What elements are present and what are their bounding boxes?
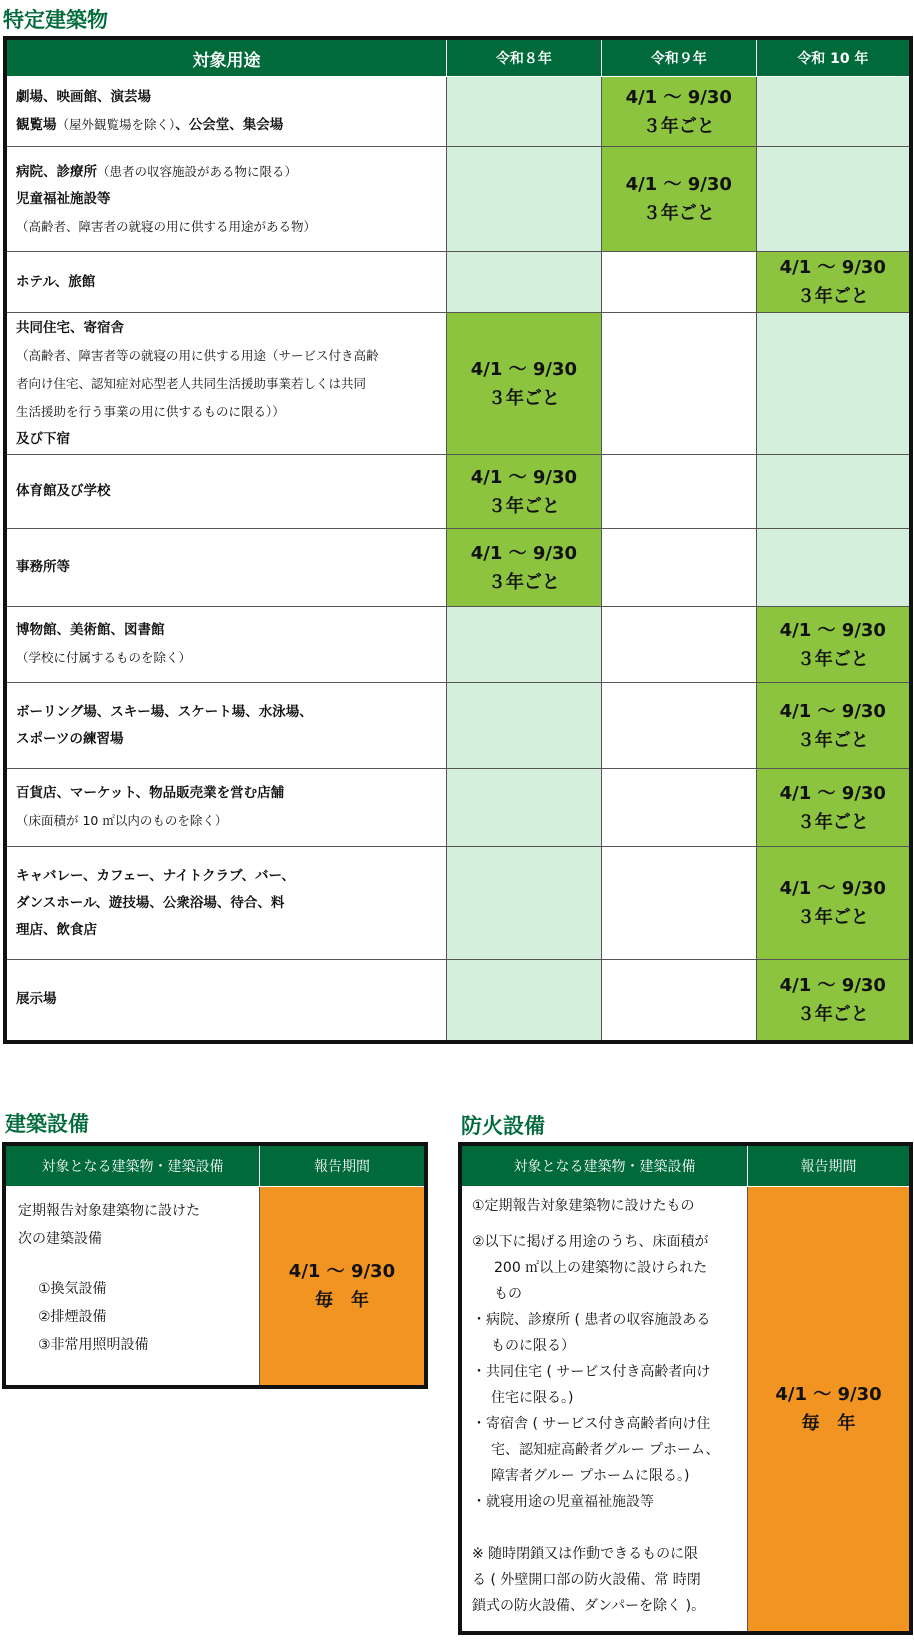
use-cell	[5, 147, 446, 252]
use-line	[16, 554, 438, 581]
tokutei-table	[3, 36, 913, 1044]
schedule-cycle: ３年ごと	[796, 1003, 869, 1025]
use-cell	[5, 252, 446, 313]
bouka-item1: ①定期報告対象建築物に設けたもの	[472, 1198, 695, 1214]
empty-cell-r9	[601, 683, 756, 769]
empty-cell-r8	[446, 847, 601, 960]
kenchiku-item: ①換気設備	[38, 1281, 107, 1297]
schedule-cycle: ３年ごと	[642, 115, 715, 137]
use-note: 者向け住宅、認知症対応型老人共同生活援助事業若しくは共同	[16, 375, 367, 391]
bouka-bullet-line: ・就寝用途の児童福祉施設等	[472, 1494, 654, 1510]
tokutei-header-row	[5, 38, 911, 77]
use-cell	[5, 529, 446, 607]
use-text: 博物館、美術館、図書館	[16, 622, 165, 638]
tokutei-row	[5, 313, 911, 455]
bouka-period: 4/1 ～ 9/30	[775, 1383, 882, 1405]
schedule-cycle: ３年ごと	[796, 648, 869, 670]
header-use: 対象用途	[5, 38, 446, 77]
schedule-cycle: ３年ごと	[642, 203, 715, 224]
kenchiku-intro1: 定期報告対象建築物に設けた	[18, 1203, 200, 1219]
kenchiku-period-cell	[259, 1187, 426, 1387]
bouka-header-target: 対象となる建築物・建築設備	[460, 1144, 748, 1187]
use-note: （学校に付属するものを除く）	[16, 650, 192, 665]
kenchiku-description	[4, 1187, 259, 1387]
use-text: ボーリング場、スキー場、スケート場、水泳場、	[16, 703, 313, 720]
schedule-period: 4/1 ～ 9/30	[779, 878, 886, 899]
schedule-cell-r10	[756, 683, 911, 769]
use-line	[16, 370, 438, 398]
empty-cell-r8	[446, 147, 601, 252]
use-line	[16, 426, 438, 453]
empty-cell-r9	[601, 529, 756, 607]
tokutei-row	[5, 769, 911, 847]
section-title-tokutei: 特定建築物	[3, 8, 108, 32]
schedule-cell-r9	[601, 147, 756, 252]
bouka-bullet-line: 障害者グルー プホームに限る。)	[491, 1468, 690, 1484]
schedule-cell-r8	[446, 313, 601, 455]
use-text: 百貨店、マーケット、物品販売業を営む店舗	[16, 785, 285, 801]
header-r10: 令和 10 年	[756, 38, 911, 77]
schedule-cycle: ３年ごと	[487, 387, 560, 409]
kenchiku-item: ②排煙設備	[38, 1309, 107, 1325]
use-line	[16, 644, 438, 672]
schedule-period: 4/1 ～ 9/30	[625, 174, 732, 195]
use-line	[16, 186, 438, 213]
bouka-bullet-line: 住宅に限る。)	[491, 1390, 574, 1406]
bouka-bullet-line: ・寄宿舎 ( サービス付き高齢者向け住	[472, 1416, 711, 1432]
kenchiku-header-target: 対象となる建築物・建築設備	[4, 1144, 259, 1187]
schedule-cell-r8	[446, 455, 601, 529]
use-text: キャバレー、カフェー、ナイトクラブ、バー、	[16, 867, 295, 884]
empty-cell-r9	[601, 607, 756, 683]
schedule-period: 4/1 ～ 9/30	[779, 257, 886, 278]
section-title-bouka: 防火設備	[461, 1114, 545, 1138]
schedule-period: 4/1 ～ 9/30	[779, 974, 886, 996]
schedule-cell-r10	[756, 607, 911, 683]
use-note: （床面積が 10 ㎡以内のものを除く）	[16, 813, 228, 828]
use-line	[16, 213, 438, 241]
use-line	[16, 617, 438, 644]
use-cell	[5, 607, 446, 683]
use-cell	[5, 313, 446, 455]
use-note: （屋外観覧場を除く）	[56, 117, 176, 132]
bouka-period-cell	[748, 1187, 911, 1633]
kenchiku-period: 4/1 ～ 9/30	[288, 1260, 396, 1282]
empty-cell-r9	[601, 252, 756, 313]
schedule-period: 4/1 ～ 9/30	[779, 700, 886, 722]
tokutei-row	[5, 683, 911, 769]
use-text: 及び下宿	[16, 430, 70, 447]
kenchiku-table	[2, 1142, 428, 1389]
use-cell	[5, 847, 446, 960]
empty-cell-r8	[446, 683, 601, 769]
bouka-bullet-line: ものに限る）	[491, 1338, 575, 1354]
bouka-note-line: る ( 外壁開口部の防火設備、常 時閉	[472, 1572, 701, 1588]
schedule-cycle: ３年ごと	[487, 571, 560, 593]
use-cell	[5, 683, 446, 769]
empty-cell-r9	[601, 847, 756, 960]
bouka-note-line: ※ 随時閉鎖又は作動できるものに限	[472, 1546, 699, 1562]
use-text: 児童福祉施設等	[16, 190, 111, 207]
schedule-period: 4/1 ～ 9/30	[779, 619, 886, 641]
use-text: ホテル、旅館	[16, 273, 96, 290]
empty-cell-r8	[446, 77, 601, 147]
bouka-bullet-line: ・病院、診療所 ( 患者の収容施設ある	[472, 1312, 711, 1328]
use-text: 展示場	[16, 991, 57, 1008]
schedule-period: 4/1 ～ 9/30	[470, 466, 578, 488]
use-line	[16, 84, 438, 111]
empty-cell-r9	[601, 960, 756, 1042]
use-text: 劇場、映画館、演芸場	[16, 89, 151, 105]
use-text: 共同住宅、寄宿舎	[16, 319, 124, 336]
bouka-table	[458, 1142, 913, 1635]
bouka-bullet-line: ・共同住宅 ( サービス付き高齢者向け	[472, 1364, 711, 1380]
schedule-period: 4/1 ～ 9/30	[470, 358, 578, 380]
empty-cell-r10	[756, 147, 911, 252]
use-line	[16, 315, 438, 342]
schedule-cell-r9	[601, 77, 756, 147]
tokutei-row	[5, 252, 911, 313]
use-line	[16, 111, 438, 139]
bouka-item2-line: ②以下に掲げる用途のうち、床面積が	[472, 1234, 709, 1250]
use-line	[16, 726, 438, 753]
use-cell	[5, 960, 446, 1042]
bouka-item2-line: もの	[494, 1286, 522, 1302]
schedule-cell-r8	[446, 529, 601, 607]
use-note: （高齢者、障害者の就寝の用に供する用途がある物）	[16, 218, 317, 234]
use-line	[16, 807, 438, 835]
empty-cell-r8	[446, 252, 601, 313]
kenchiku-row	[4, 1187, 426, 1387]
use-line	[16, 863, 438, 890]
header-r9: 令和９年	[601, 38, 756, 77]
schedule-cycle: ３年ごと	[796, 907, 869, 928]
use-text: 理店、飲食店	[16, 921, 97, 938]
empty-cell-r9	[601, 313, 756, 455]
use-text: 事務所等	[16, 559, 70, 575]
use-text: 病院、診療所	[16, 163, 97, 180]
use-cell	[5, 769, 446, 847]
schedule-period: 4/1 ～ 9/30	[779, 782, 886, 804]
empty-cell-r10	[756, 455, 911, 529]
use-line	[16, 398, 438, 426]
kenchiku-item: ③非常用照明設備	[38, 1337, 149, 1353]
empty-cell-r8	[446, 769, 601, 847]
bouka-note-line: 鎖式の防火設備、ダンパーを除く )。	[472, 1598, 706, 1614]
use-note: 生活援助を行う事業の用に供するものに限る））	[16, 403, 285, 419]
use-cell	[5, 455, 446, 529]
use-line	[16, 890, 438, 917]
kenchiku-cycle: 毎 年	[314, 1289, 369, 1311]
use-text: スポーツの練習場	[16, 730, 124, 747]
schedule-cycle: ３年ごと	[796, 286, 869, 307]
use-line	[16, 699, 438, 726]
tokutei-row	[5, 455, 911, 529]
use-line	[16, 986, 438, 1013]
use-line	[16, 158, 438, 186]
section-title-kenchiku: 建築設備	[5, 1112, 89, 1136]
schedule-cycle: ３年ごと	[796, 811, 869, 833]
use-text: ダンスホール、遊技場、公衆浴場、待合、料	[16, 894, 285, 911]
schedule-period: 4/1 ～ 9/30	[470, 542, 578, 564]
use-text: 、公会堂、集会場	[175, 117, 284, 133]
schedule-cell-r10	[756, 847, 911, 960]
tokutei-row	[5, 147, 911, 252]
bouka-header-row	[460, 1144, 911, 1187]
use-text: 観覧場	[16, 117, 57, 133]
bouka-item2-line: 200 ㎡以上の建築物に設けられた	[494, 1260, 708, 1276]
tokutei-row	[5, 529, 911, 607]
kenchiku-header-row	[4, 1144, 426, 1187]
tokutei-row	[5, 960, 911, 1042]
schedule-cycle: ３年ごと	[796, 729, 869, 751]
kenchiku-intro2: 次の建築設備	[18, 1231, 102, 1247]
empty-cell-r8	[446, 960, 601, 1042]
empty-cell-r10	[756, 529, 911, 607]
schedule-cell-r10	[756, 960, 911, 1042]
use-line	[16, 342, 438, 370]
kenchiku-header-period: 報告期間	[259, 1144, 426, 1187]
use-line	[16, 478, 438, 505]
tokutei-row	[5, 77, 911, 147]
use-note: （患者の収容施設がある物に限る）	[97, 163, 298, 179]
use-cell	[5, 77, 446, 147]
bouka-row	[460, 1187, 911, 1633]
tokutei-row	[5, 607, 911, 683]
bouka-cycle: 毎 年	[801, 1412, 856, 1434]
bouka-header-period: 報告期間	[748, 1144, 911, 1187]
use-text: 体育館及び学校	[16, 483, 111, 499]
empty-cell-r10	[756, 313, 911, 455]
use-line	[16, 917, 438, 944]
empty-cell-r10	[756, 77, 911, 147]
empty-cell-r9	[601, 455, 756, 529]
bouka-bullet-line: 宅、認知症高齢者グルー プホーム、	[491, 1442, 720, 1458]
use-line	[16, 780, 438, 807]
schedule-period: 4/1 ～ 9/30	[625, 86, 732, 108]
bouka-description	[460, 1187, 748, 1633]
empty-cell-r9	[601, 769, 756, 847]
header-r8: 令和８年	[446, 38, 601, 77]
use-line	[16, 269, 438, 296]
schedule-cell-r10	[756, 769, 911, 847]
use-note: （高齢者、障害者等の就寝の用に供する用途（サービス付き高齢	[16, 347, 379, 363]
schedule-cell-r10	[756, 252, 911, 313]
tokutei-row	[5, 847, 911, 960]
schedule-cycle: ３年ごと	[487, 495, 560, 517]
empty-cell-r8	[446, 607, 601, 683]
